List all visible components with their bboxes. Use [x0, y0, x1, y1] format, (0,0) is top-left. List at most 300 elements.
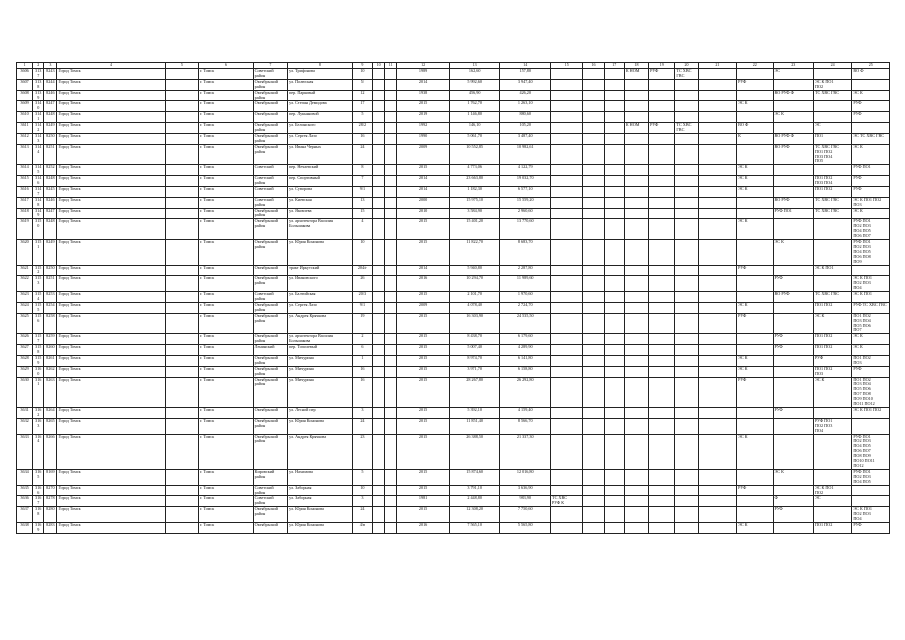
- table-cell: [551, 366, 583, 377]
- table-cell: Октябрьский район: [253, 240, 287, 266]
- table-cell: ТС ХВС ГВС: [813, 90, 851, 101]
- table-cell: [649, 496, 675, 507]
- table-cell: [165, 165, 198, 176]
- table-cell: г. Томск: [199, 418, 254, 434]
- table-cell: [551, 276, 583, 292]
- table-cell: РУФ: [737, 265, 773, 276]
- table-cell: 3612: [17, 133, 33, 144]
- table-cell: [583, 123, 604, 134]
- table-cell: РУФ ПО1 ПО2 ПО3 ПО4 ПО5 ПО6 ПО8 ПО9: [852, 240, 890, 266]
- table-cell: Город Томск: [57, 112, 165, 123]
- table-cell: 2015: [397, 377, 450, 407]
- table-cell: Город Томск: [57, 292, 165, 303]
- table-cell: г. Томск: [199, 240, 254, 266]
- table-cell: [604, 507, 624, 523]
- table-cell: Советский район: [253, 197, 287, 208]
- table-cell: г. Томск: [199, 377, 254, 407]
- table-cell: [737, 408, 773, 419]
- table-row: [17, 79, 890, 90]
- table-cell: 11 822,70: [449, 240, 500, 266]
- column-number-cell: 19: [649, 63, 675, 69]
- table-cell: РУФ: [852, 101, 890, 112]
- table-cell: [165, 276, 198, 292]
- table-cell: [373, 90, 385, 101]
- table-cell: 3160: [33, 366, 44, 377]
- table-cell: 3631: [17, 408, 33, 419]
- table-cell: [624, 176, 648, 187]
- table-cell: 2015: [397, 418, 450, 434]
- table-cell: [373, 302, 385, 313]
- table-cell: [773, 313, 813, 334]
- table-cell: [604, 377, 624, 407]
- table-cell: 26: [352, 276, 372, 292]
- table-cell: Октябрьский: [253, 112, 287, 123]
- table-cell: [165, 265, 198, 276]
- table-cell: [583, 292, 604, 303]
- table-cell: ул. Киевская: [288, 197, 353, 208]
- table-cell: Город Томск: [57, 418, 165, 434]
- table-cell: 3142: [33, 123, 44, 134]
- table-cell: [551, 469, 583, 485]
- table-cell: [583, 313, 604, 334]
- table-cell: 1 146,80: [449, 112, 500, 123]
- table-cell: 3158: [33, 345, 44, 356]
- table-cell: ул. Заборная: [288, 496, 353, 507]
- table-cell: [604, 366, 624, 377]
- table-cell: [737, 197, 773, 208]
- register-sheet: [16, 62, 890, 534]
- table-row: [17, 434, 890, 469]
- table-cell: [551, 101, 583, 112]
- table-cell: 3611: [17, 123, 33, 134]
- table-cell: 3138: [33, 79, 44, 90]
- table-cell: 10 294,70: [449, 276, 500, 292]
- table-cell: [604, 496, 624, 507]
- table-cell: г. Томск: [199, 496, 254, 507]
- table-cell: [373, 208, 385, 219]
- table-cell: 3147: [33, 186, 44, 197]
- table-cell: [649, 197, 675, 208]
- table-cell: 3621: [17, 265, 33, 276]
- table-cell: 16: [352, 133, 372, 144]
- table-cell: [675, 165, 698, 176]
- table-cell: [698, 366, 736, 377]
- table-cell: Октябрьский район: [253, 133, 287, 144]
- table-row: [17, 176, 890, 187]
- table-cell: К НОМ: [624, 123, 648, 134]
- table-cell: [649, 418, 675, 434]
- table-cell: г. Томск: [199, 507, 254, 523]
- table-cell: г. Томск: [199, 112, 254, 123]
- table-cell: ЭС К: [773, 469, 813, 485]
- table-cell: Город Томск: [57, 197, 165, 208]
- table-cell: [385, 366, 397, 377]
- table-cell: [385, 469, 397, 485]
- column-number-cell: 20: [675, 63, 698, 69]
- table-cell: 3606: [17, 69, 33, 80]
- table-cell: [698, 90, 736, 101]
- table-cell: 3154: [33, 292, 44, 303]
- table-cell: [773, 219, 813, 240]
- table-cell: ЭС К: [852, 334, 890, 345]
- table-cell: [385, 144, 397, 165]
- table-cell: ПО1: [813, 133, 851, 144]
- table-cell: [698, 434, 736, 469]
- table-cell: [675, 334, 698, 345]
- table-cell: [698, 165, 736, 176]
- table-cell: г. Томск: [199, 133, 254, 144]
- table-cell: [385, 408, 397, 419]
- table-cell: 3146: [33, 176, 44, 187]
- table-cell: Город Томск: [57, 186, 165, 197]
- table-cell: 2 101,70: [449, 292, 500, 303]
- table-cell: Октябрьский район: [253, 334, 287, 345]
- table-cell: 5 007,40: [449, 345, 500, 356]
- table-cell: 1989: [397, 69, 450, 80]
- table-cell: [675, 208, 698, 219]
- table-cell: [551, 90, 583, 101]
- table-cell: [813, 165, 851, 176]
- table-cell: ЭС К: [737, 219, 773, 240]
- table-cell: [675, 496, 698, 507]
- table-cell: 2015: [397, 165, 450, 176]
- table-cell: [675, 485, 698, 496]
- table-cell: 20/3: [352, 292, 372, 303]
- table-cell: [385, 208, 397, 219]
- table-cell: [737, 496, 773, 507]
- table-cell: Город Томск: [57, 101, 165, 112]
- table-cell: [813, 408, 851, 419]
- table-cell: [165, 507, 198, 523]
- table-cell: 16: [352, 377, 372, 407]
- table-cell: РУФ ПО1 ПО2 ПО3 ПО4: [813, 418, 851, 434]
- table-cell: ул. Юрия Кононова: [288, 507, 353, 523]
- table-cell: [649, 366, 675, 377]
- table-cell: [373, 469, 385, 485]
- table-cell: Октябрьский район: [253, 355, 287, 366]
- table-cell: [624, 507, 648, 523]
- table-cell: [373, 219, 385, 240]
- table-cell: [698, 292, 736, 303]
- table-cell: [675, 313, 698, 334]
- table-cell: [698, 469, 736, 485]
- table-cell: [649, 79, 675, 90]
- table-cell: РУФ: [649, 123, 675, 134]
- table-cell: [604, 197, 624, 208]
- table-cell: [604, 355, 624, 366]
- table-cell: ул. Полюсная: [288, 79, 353, 90]
- table-cell: 3: [352, 408, 372, 419]
- table-cell: [165, 90, 198, 101]
- table-cell: РУФ ПО1 ПО2 ПО3 ПО4 ПО5: [852, 469, 890, 485]
- table-cell: [583, 208, 604, 219]
- table-cell: ул. Белинского: [288, 123, 353, 134]
- table-cell: [165, 133, 198, 144]
- table-cell: [649, 176, 675, 187]
- table-cell: [551, 485, 583, 496]
- table-cell: 16 303,90: [449, 313, 500, 334]
- table-cell: [624, 485, 648, 496]
- table-cell: [551, 302, 583, 313]
- table-cell: [551, 112, 583, 123]
- table-cell: 8: [352, 165, 372, 176]
- table-cell: ЭС К: [813, 377, 851, 407]
- table-cell: [385, 112, 397, 123]
- table-cell: Советский район: [253, 485, 287, 496]
- table-cell: [773, 522, 813, 533]
- register-table: [16, 62, 890, 534]
- table-cell: [165, 485, 198, 496]
- table-cell: 2 724,70: [500, 302, 551, 313]
- table-cell: 456,90: [449, 90, 500, 101]
- table-cell: [813, 434, 851, 469]
- table-cell: 3633: [17, 434, 33, 469]
- table-cell: [773, 123, 813, 134]
- table-cell: ЭС К: [773, 112, 813, 123]
- table-cell: [583, 366, 604, 377]
- table-cell: РУФ ПО1: [773, 208, 813, 219]
- table-cell: 3607: [17, 79, 33, 90]
- table-cell: РУФ: [813, 355, 851, 366]
- table-cell: [675, 522, 698, 533]
- table-cell: [583, 69, 604, 80]
- table-cell: [551, 345, 583, 356]
- column-number-cell: 14: [500, 63, 551, 69]
- table-cell: 8260: [44, 345, 57, 356]
- table-cell: [737, 507, 773, 523]
- table-cell: Город Томск: [57, 69, 165, 80]
- table-cell: [649, 469, 675, 485]
- table-cell: [373, 101, 385, 112]
- table-cell: ПО1 ПО2: [813, 302, 851, 313]
- table-cell: [373, 485, 385, 496]
- table-cell: [649, 208, 675, 219]
- table-row: [17, 418, 890, 434]
- table-cell: ТС ХВС ГВС ПО1 ПО2 ПО3 ПО4 ПО5: [813, 144, 851, 165]
- table-cell: [773, 485, 813, 496]
- table-cell: 2015: [397, 469, 450, 485]
- table-cell: ПО1 ПО2 ПО3 ПО4 ПО5 ПО6 ПО7 ПО8 ПО9 ПО10 ПО11 ПО12: [852, 377, 890, 407]
- table-cell: [675, 355, 698, 366]
- table-cell: [385, 186, 397, 197]
- table-cell: [583, 165, 604, 176]
- column-number-cell: 9: [352, 63, 372, 69]
- table-cell: 3159: [33, 355, 44, 366]
- table-row: [17, 345, 890, 356]
- table-cell: [165, 377, 198, 407]
- table-cell: [737, 276, 773, 292]
- table-cell: 15 874,60: [449, 469, 500, 485]
- table-cell: 2015: [397, 219, 450, 240]
- table-cell: [737, 418, 773, 434]
- table-cell: Октябрьский: [253, 522, 287, 533]
- table-row: [17, 485, 890, 496]
- table-cell: 3636: [17, 496, 33, 507]
- table-cell: 3: [352, 496, 372, 507]
- table-cell: 1 970,60: [500, 292, 551, 303]
- table-cell: ЭС К: [852, 90, 890, 101]
- table-cell: [385, 507, 397, 523]
- table-cell: 2015: [397, 313, 450, 334]
- table-cell: [373, 197, 385, 208]
- column-number-cell: 4: [57, 63, 165, 69]
- table-cell: 3617: [17, 197, 33, 208]
- table-cell: Город Томск: [57, 165, 165, 176]
- table-cell: [165, 334, 198, 345]
- table-cell: 5 565,80: [500, 522, 551, 533]
- table-cell: [649, 522, 675, 533]
- table-cell: [373, 265, 385, 276]
- table-cell: [649, 313, 675, 334]
- table-cell: РУФ: [737, 313, 773, 334]
- column-number-cell: 22: [737, 63, 773, 69]
- table-cell: пер. Тополевый: [288, 345, 353, 356]
- table-cell: 8264: [44, 408, 57, 419]
- table-cell: [604, 112, 624, 123]
- table-cell: [698, 522, 736, 533]
- table-cell: [813, 507, 851, 523]
- table-cell: 1992: [397, 123, 450, 134]
- table-cell: 3157: [33, 334, 44, 345]
- table-cell: [551, 507, 583, 523]
- table-cell: Город Томск: [57, 345, 165, 356]
- column-number-cell: 18: [624, 63, 648, 69]
- table-cell: РУФ: [773, 276, 813, 292]
- table-cell: [675, 302, 698, 313]
- table-cell: ВО Ф: [737, 123, 773, 134]
- table-cell: 8 438,70: [449, 334, 500, 345]
- table-cell: [551, 144, 583, 165]
- table-cell: 3624: [17, 302, 33, 313]
- table-cell: 8 683,70: [500, 240, 551, 266]
- table-cell: Город Томск: [57, 276, 165, 292]
- table-cell: [385, 79, 397, 90]
- table-cell: 3 636,90: [500, 485, 551, 496]
- table-cell: [583, 101, 604, 112]
- table-cell: [852, 485, 890, 496]
- table-cell: [737, 240, 773, 266]
- table-cell: [698, 101, 736, 112]
- table-cell: 3619: [17, 219, 33, 240]
- table-cell: [737, 292, 773, 303]
- table-cell: 1 263,10: [500, 101, 551, 112]
- table-cell: [583, 408, 604, 419]
- table-cell: РУФ: [773, 408, 813, 419]
- table-cell: 24: [352, 144, 372, 165]
- table-cell: 12 016,80: [500, 469, 551, 485]
- table-cell: [604, 265, 624, 276]
- table-cell: 10 982,61: [500, 144, 551, 165]
- table-cell: [583, 265, 604, 276]
- table-cell: пер. Парковый: [288, 90, 353, 101]
- table-cell: [385, 276, 397, 292]
- table-cell: 2015: [397, 240, 450, 266]
- table-cell: [698, 276, 736, 292]
- table-cell: 15 401,20: [449, 219, 500, 240]
- table-cell: [551, 292, 583, 303]
- table-cell: ПО1 ПО2: [813, 334, 851, 345]
- table-cell: [649, 434, 675, 469]
- table-cell: [852, 265, 890, 276]
- table-cell: 1990: [397, 133, 450, 144]
- table-cell: [385, 355, 397, 366]
- column-number-cell: 24: [813, 63, 851, 69]
- table-cell: [649, 144, 675, 165]
- table-cell: [698, 123, 736, 134]
- table-cell: [624, 186, 648, 197]
- table-cell: Октябрьский район: [253, 507, 287, 523]
- table-cell: [675, 133, 698, 144]
- table-cell: ул. Мичурина: [288, 355, 353, 366]
- table-cell: [373, 123, 385, 134]
- table-cell: [773, 101, 813, 112]
- table-cell: РУФ ТС ХВС ГВС: [852, 302, 890, 313]
- table-cell: 7 565,10: [449, 522, 500, 533]
- table-cell: Ф: [773, 496, 813, 507]
- table-cell: [373, 522, 385, 533]
- table-cell: Город Томск: [57, 79, 165, 90]
- table-cell: РУФ: [773, 507, 813, 523]
- table-cell: Советский: [253, 186, 287, 197]
- table-cell: [583, 133, 604, 144]
- table-cell: г. Томск: [199, 123, 254, 134]
- table-cell: 3614: [17, 165, 33, 176]
- table-cell: [373, 434, 385, 469]
- table-cell: ул. Сергея Лазо: [288, 133, 353, 144]
- table-cell: [373, 276, 385, 292]
- table-cell: [624, 345, 648, 356]
- table-cell: [852, 418, 890, 434]
- table-cell: [675, 144, 698, 165]
- table-cell: г. Томск: [199, 208, 254, 219]
- table-cell: [551, 265, 583, 276]
- table-cell: Город Томск: [57, 469, 165, 485]
- table-cell: ВО РУФ Ф: [773, 90, 813, 101]
- table-cell: [698, 208, 736, 219]
- table-cell: г. Томск: [199, 101, 254, 112]
- table-cell: Город Томск: [57, 265, 165, 276]
- table-cell: [624, 292, 648, 303]
- table-cell: [551, 313, 583, 334]
- table-cell: ЭС: [773, 69, 813, 80]
- table-cell: [698, 197, 736, 208]
- table-cell: [373, 240, 385, 266]
- table-cell: [385, 496, 397, 507]
- table-cell: [675, 112, 698, 123]
- table-row: [17, 144, 890, 165]
- table-cell: Советский район: [253, 69, 287, 80]
- table-cell: 3152: [33, 265, 44, 276]
- table-cell: 4: [352, 219, 372, 240]
- table-cell: 105,20: [500, 123, 551, 134]
- table-cell: 6 577,10: [500, 186, 551, 197]
- table-cell: Октябрьский район: [253, 377, 287, 407]
- table-cell: Советский район: [253, 292, 287, 303]
- table-cell: ул. Балтийская: [288, 292, 353, 303]
- table-cell: [583, 302, 604, 313]
- table-row: [17, 507, 890, 523]
- table-cell: г. Томск: [199, 265, 254, 276]
- table-cell: [813, 276, 851, 292]
- table-cell: [698, 219, 736, 240]
- table-cell: [604, 186, 624, 197]
- table-cell: [551, 123, 583, 134]
- table-cell: ул. Мичурина: [288, 377, 353, 407]
- table-cell: [385, 334, 397, 345]
- table-cell: 23 663,80: [449, 176, 500, 187]
- table-cell: 1 182,30: [449, 186, 500, 197]
- table-cell: г. Томск: [199, 292, 254, 303]
